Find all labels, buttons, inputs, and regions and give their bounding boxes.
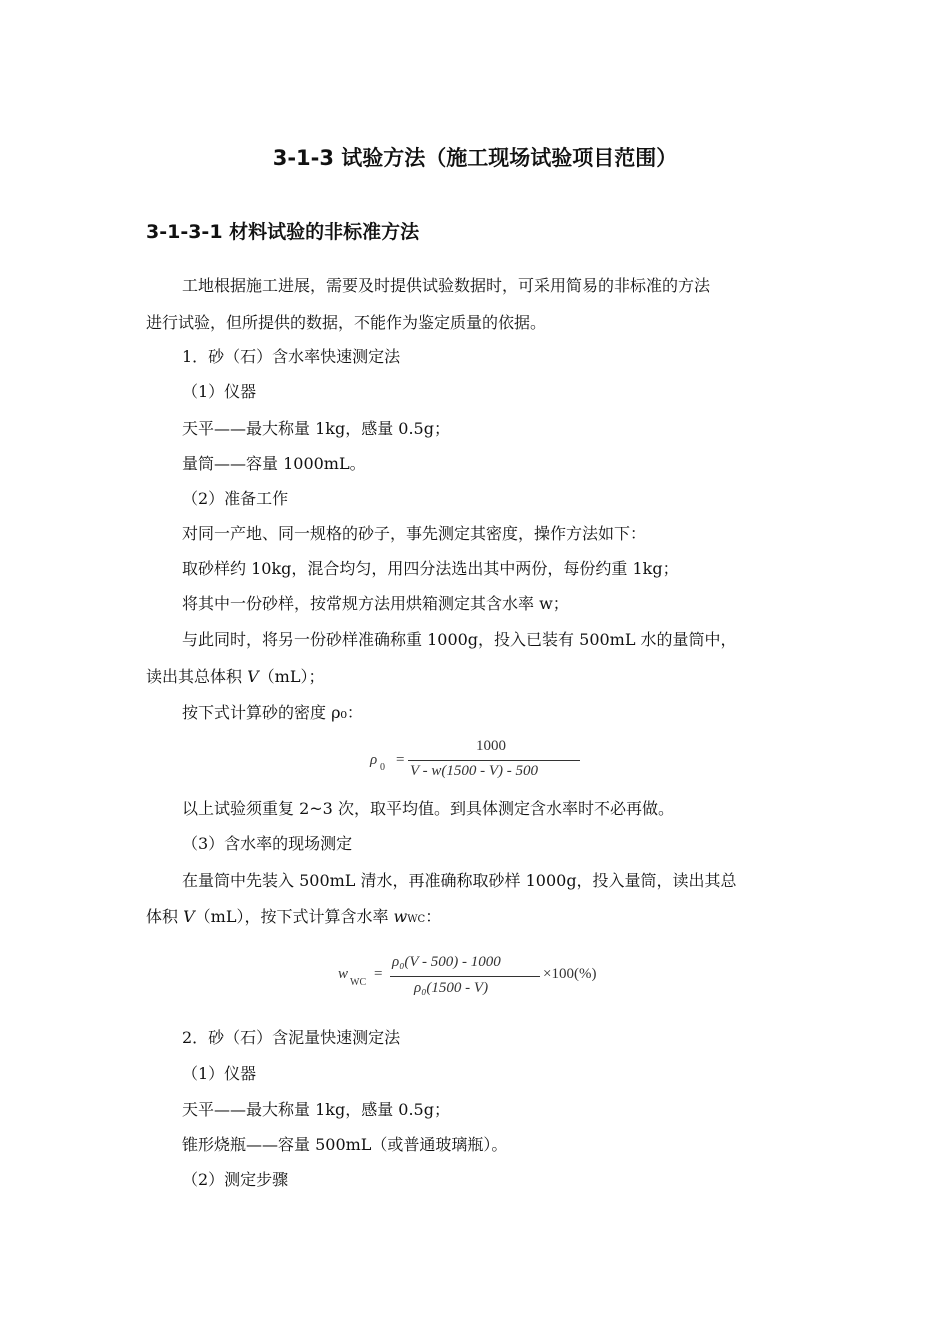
item1-prep-line-3: 将其中一份砂样，按常规方法用烘箱测定其含水率 w； [182, 594, 569, 613]
formula1-equals: = [396, 752, 405, 768]
page-title: 3-1-3 试验方法（施工现场试验项目范围） [272, 146, 678, 170]
formula2-tail: ×100(%) [543, 966, 597, 982]
item2-title: 2．砂（石）含泥量快速测定法 [182, 1028, 401, 1047]
item1-field-line-1: 在量筒中先装入 500mL 清水，再准确称取砂样 1000g，投入量筒，读出其总 [182, 871, 737, 890]
item1-title: 1．砂（石）含水率快速测定法 [182, 347, 401, 366]
item2-subheading-steps: （2）测定步骤 [182, 1170, 289, 1189]
formula1-lhs: ρ [370, 752, 378, 768]
paragraph-intro-line-2: 进行试验，但所提供的数据，不能作为鉴定质量的依据。 [146, 313, 547, 332]
section-heading: 3-1-3-1 材料试验的非标准方法 [146, 221, 420, 243]
item1-prep-line-6: 按下式计算砂的密度 ρ₀： [182, 703, 363, 722]
formula2-lhs: w [338, 966, 349, 982]
formula2-lhs-sub: WC [350, 977, 367, 988]
item2-instrument-flask: 锥形烧瓶——容量 500mL（或普通玻璃瓶）。 [182, 1135, 508, 1154]
formula2-numerator: ρ₀(V - 500) - 1000 [392, 954, 501, 970]
item1-subheading-field: （3）含水率的现场测定 [182, 834, 353, 853]
formula1-denominator: V - w(1500 - V) - 500 [410, 763, 539, 779]
item1-prep-line-5: 读出其总体积 V（mL）； [146, 667, 325, 686]
item1-subheading-preparation: （2）准备工作 [182, 489, 289, 508]
item1-prep-line-4: 与此同时，将另一份砂样准确称重 1000g，投入已装有 500mL 水的量筒中， [182, 630, 737, 649]
formula1-fraction-bar [408, 760, 580, 761]
formula2-denominator: ρ₀(1500 - V) [414, 980, 489, 996]
item1-subheading-instruments: （1）仪器 [182, 382, 257, 401]
formula2-fraction-bar [390, 976, 540, 977]
formula1-lhs-sub: 0 [380, 762, 385, 773]
formula1-numerator: 1000 [476, 738, 506, 754]
item2-subheading-instruments: （1）仪器 [182, 1064, 257, 1083]
item1-instrument-cylinder: 量筒——容量 1000mL。 [182, 454, 366, 473]
item1-instrument-balance: 天平——最大称量 1kg，感量 0.5g； [182, 419, 450, 438]
item1-repeat-note: 以上试验须重复 2~3 次，取平均值。到具体测定含水率时不必再做。 [182, 799, 674, 818]
item1-prep-line-2: 取砂样约 10kg，混合均匀，用四分法选出其中两份，每份约重 1kg； [182, 559, 679, 578]
item2-instrument-balance: 天平——最大称量 1kg，感量 0.5g； [182, 1100, 450, 1119]
formula2-equals: = [374, 966, 383, 982]
paragraph-intro-line-1: 工地根据施工进展，需要及时提供试验数据时，可采用简易的非标准的方法 [182, 276, 711, 295]
item1-field-line-2: 体积 V（mL），按下式计算含水率 wWC： [146, 907, 442, 926]
item1-prep-line-1: 对同一产地、同一规格的砂子，事先测定其密度，操作方法如下： [182, 524, 647, 543]
